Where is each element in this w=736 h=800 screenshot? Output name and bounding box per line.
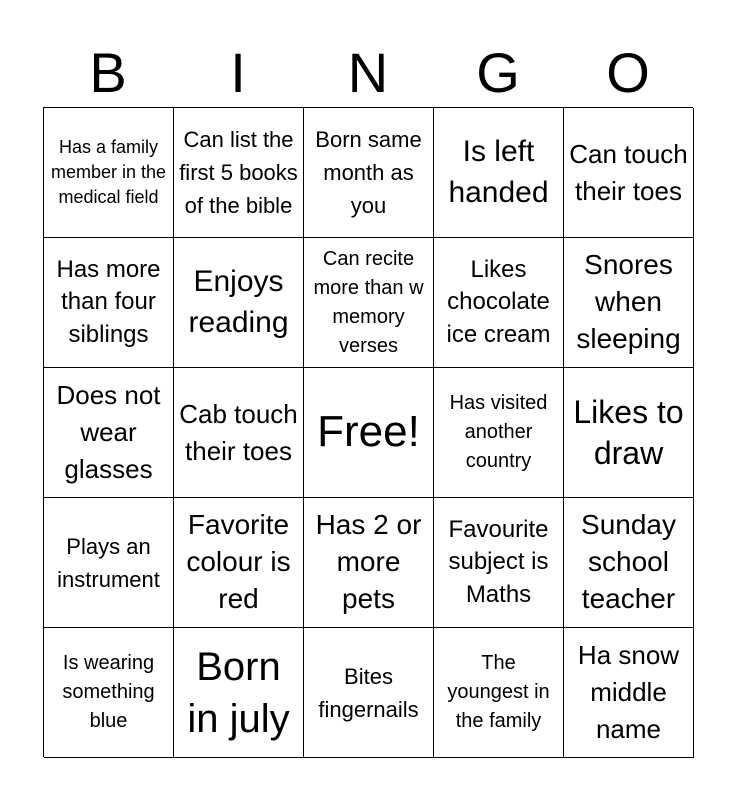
bingo-cell[interactable] (174, 368, 304, 498)
cell-text: Cab touch their toes (179, 398, 298, 466)
bingo-board (43, 107, 693, 757)
bingo-cell[interactable] (174, 498, 304, 628)
cell-text: Has more than four siblings (56, 255, 161, 348)
bingo-cell[interactable] (564, 368, 694, 498)
bingo-cell[interactable] (44, 108, 174, 238)
header-letter-i: I (230, 41, 246, 104)
bingo-cell[interactable] (174, 108, 304, 238)
bingo-cell[interactable] (174, 628, 304, 758)
cell-text: Enjoys reading (188, 264, 289, 339)
bingo-cell[interactable] (564, 628, 694, 758)
cell-text: Favourite subject is Maths (448, 515, 549, 608)
bingo-cell[interactable] (564, 498, 694, 628)
cell-text: The youngest in the family (447, 652, 550, 732)
bingo-cell[interactable] (434, 368, 564, 498)
header-letter-n: N (347, 41, 389, 104)
bingo-cell[interactable] (304, 108, 434, 238)
cell-text: Born in july (187, 644, 290, 741)
bingo-cell[interactable] (304, 498, 434, 628)
cell-text: Bites fingernails (318, 663, 419, 722)
cell-text: Can recite more than w memory verses (313, 247, 424, 357)
cell-text: Plays an instrument (57, 533, 160, 592)
cell-text: Can list the first 5 books of the bible (179, 127, 298, 218)
bingo-cell[interactable] (44, 238, 174, 368)
cell-text: Snores when sleeping (576, 249, 681, 354)
header-letter-b: B (89, 41, 127, 104)
bingo-cell[interactable] (434, 108, 564, 238)
cell-text: Is left handed (448, 134, 549, 209)
cell-text: Ha snow middle name (577, 640, 680, 744)
bingo-cell[interactable] (44, 368, 174, 498)
cell-text: Likes chocolate ice cream (446, 255, 551, 348)
bingo-cell[interactable] (174, 238, 304, 368)
cell-text: Has a family member in the medical field (50, 137, 167, 207)
bingo-cell[interactable] (44, 498, 174, 628)
header-letter-g: G (476, 41, 520, 104)
bingo-cell[interactable] (44, 628, 174, 758)
cell-text: Is wearing something blue (62, 652, 155, 732)
bingo-cell[interactable] (434, 498, 564, 628)
cell-text: Favorite colour is red (186, 509, 291, 614)
cell-text: Does not wear glasses (56, 380, 161, 484)
bingo-header (43, 40, 693, 106)
bingo-cell[interactable] (434, 238, 564, 368)
cell-text: Born same month as you (315, 127, 422, 218)
cell-text: Likes to draw (573, 393, 684, 471)
cell-text: Has 2 or more pets (315, 509, 422, 614)
cell-text: Can touch their toes (569, 138, 688, 206)
bingo-cell[interactable] (564, 108, 694, 238)
cell-text: Sunday school teacher (581, 509, 676, 614)
bingo-cell[interactable] (304, 238, 434, 368)
cell-text: Free! (317, 407, 420, 457)
bingo-cell[interactable] (564, 238, 694, 368)
bingo-cell[interactable] (304, 628, 434, 758)
cell-text: Has visited another country (449, 392, 548, 472)
header-letter-o: O (606, 41, 650, 104)
bingo-cell[interactable] (434, 628, 564, 758)
free-space-cell[interactable] (304, 368, 434, 498)
